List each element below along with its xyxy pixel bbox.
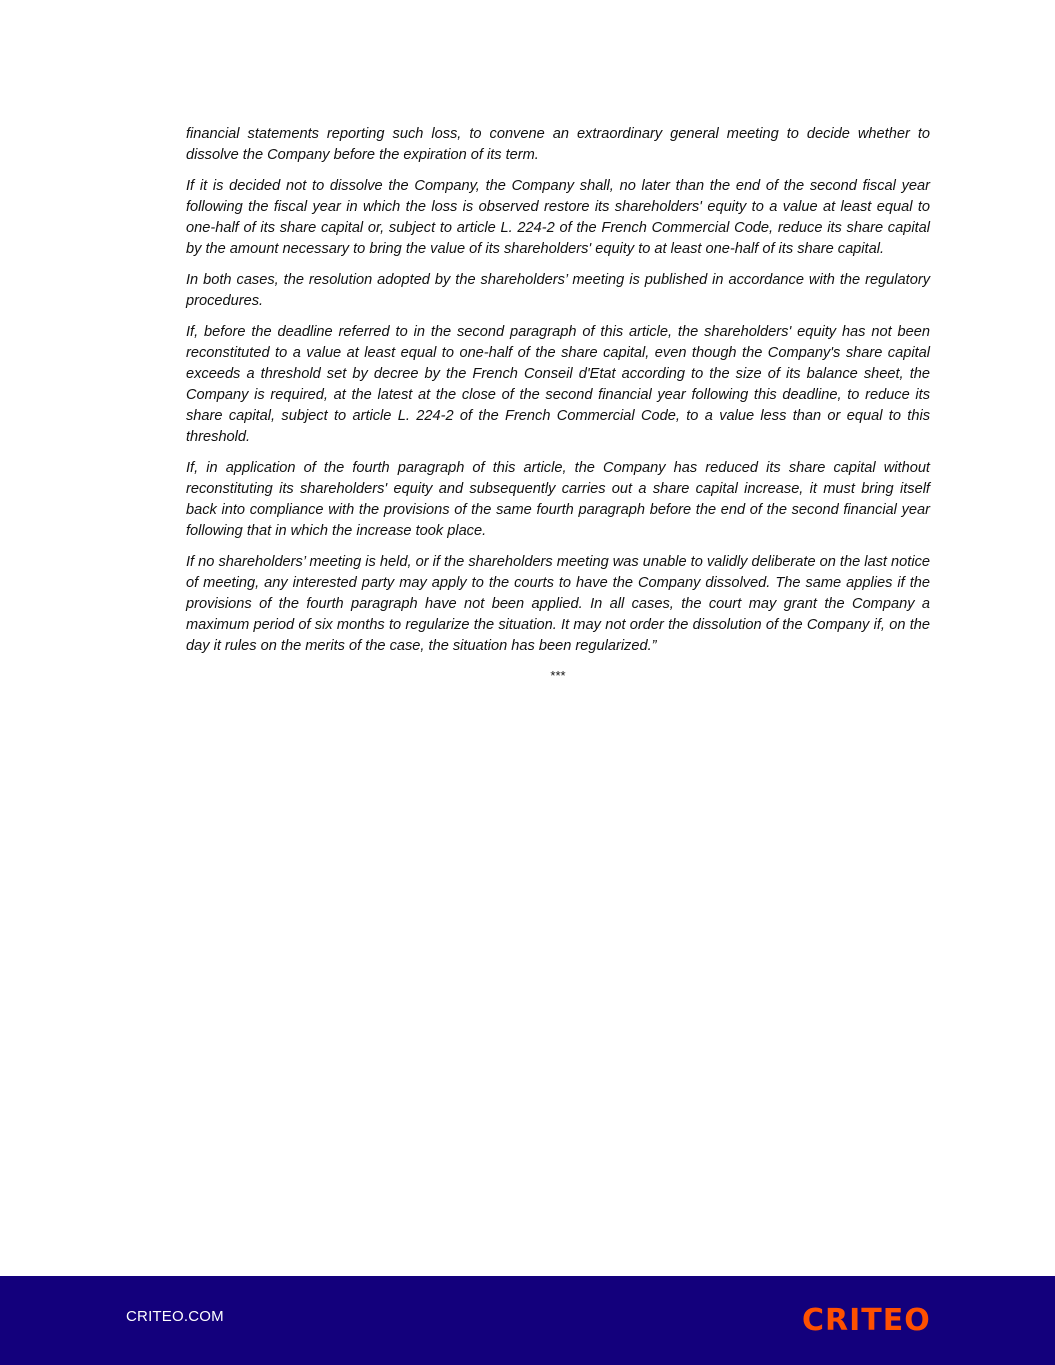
website-link[interactable]: CRITEO.COM <box>126 1308 224 1325</box>
paragraph-4: If, before the deadline referred to in the second paragraph of this article, the shareholders' equity has not been reconstituted to a value at least equal to one-half of the share capital, even though the Company's share capital exceeds a threshold set by decree by the French Conseil d'Etat according to the size of its balance sheet, the Company is required, at the latest at the close of the second financial year following this deadline, to reduce its share capital, subject to article L. 224-2 of the French Commercial Code, to a value less than or equal to this threshold. <box>186 324 930 445</box>
paragraph-5: If, in application of the fourth paragraph of this article, the Company has reduced its share capital without reconstituting its shareholders' equity and subsequently carries out a share capital increase, it must bring itself back into compliance with the provisions of the same fourth paragraph before the end of the second financial year following that in which the increase took place. <box>186 460 930 539</box>
paragraph-3: In both cases, the resolution adopted by the shareholders’ meeting is published in accordance with the regulatory procedures. <box>186 272 930 309</box>
document-body <box>186 124 930 685</box>
paragraph-6: If no shareholders’ meeting is held, or if the shareholders meeting was unable to validly deliberate on the last notice of meeting, any interested party may apply to the courts to have the Company dissolved. The same applies if the provisions of the fourth paragraph have not been applied. In all cases, the court may grant the Company a maximum period of six months to regularize the situation. It may not order the dissolution of the Company if, on the day it rules on the merits of the case, the situation has been regularized.” <box>186 554 930 654</box>
criteo-logo: CRITEO <box>802 1303 931 1338</box>
page-footer <box>0 1276 1055 1365</box>
paragraph-1: financial statements reporting such loss, to convene an extraordinary general meeting to decide whether to dissolve the Company before the expiration of its term. <box>186 126 930 163</box>
section-separator: *** <box>550 668 566 683</box>
paragraph-2: If it is decided not to dissolve the Company, the Company shall, no later than the end of the second fiscal year following the fiscal year in which the loss is observed restore its shareholders' equity to a value at least equal to one-half of its share capital or, subject to article L. 224-2 of the French Commercial Code, reduce its share capital by the amount necessary to bring the value of its shareholders' equity to at least one-half of its share capital. <box>186 178 930 257</box>
